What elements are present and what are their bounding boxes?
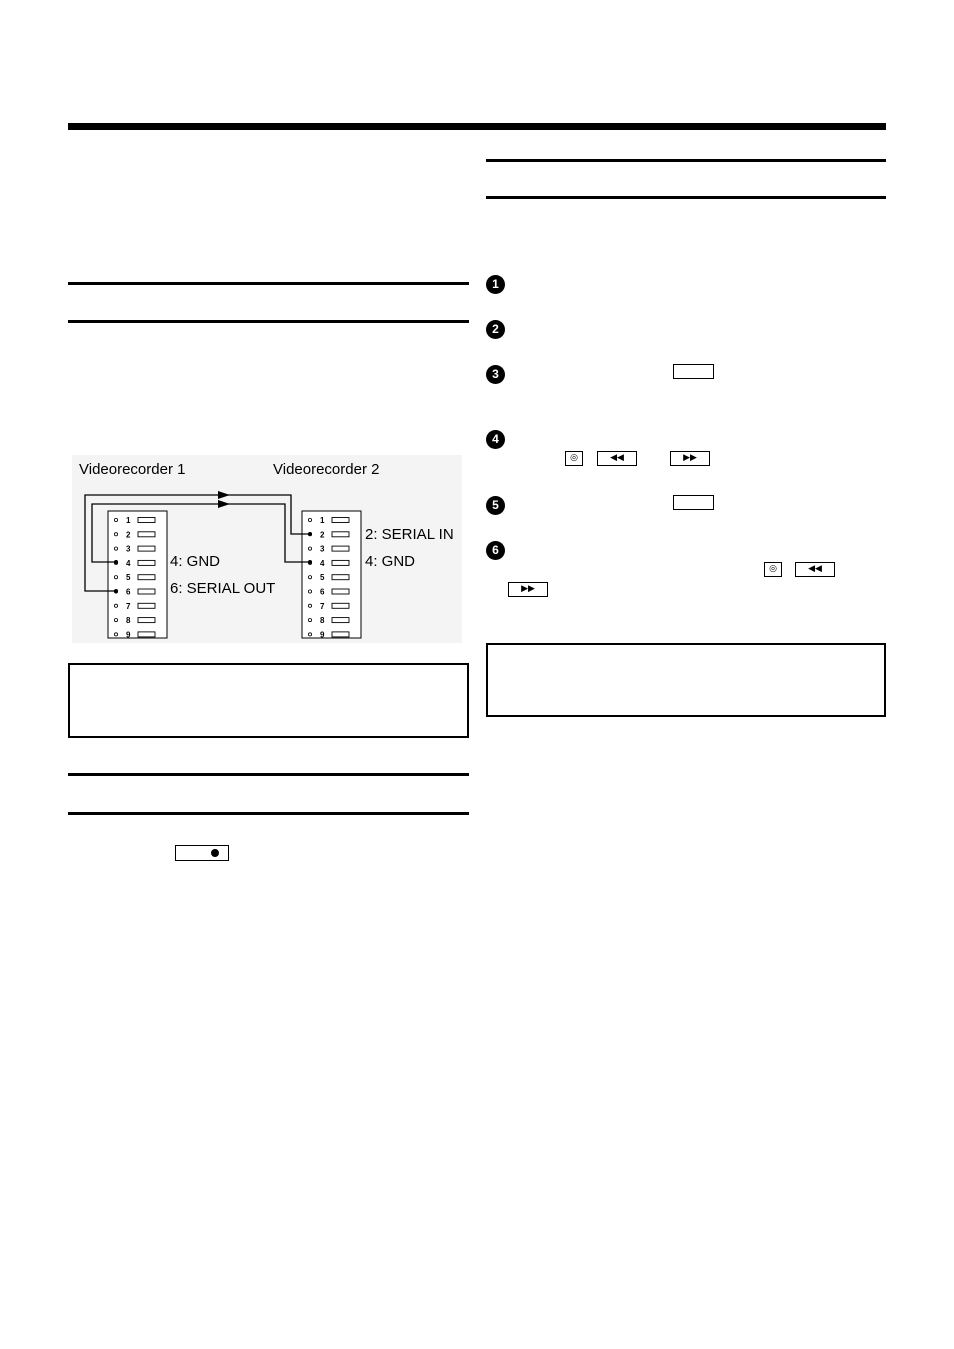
recorder2-pin-number: 9 (320, 630, 325, 640)
step-3-marker: 3 (486, 365, 505, 384)
forward-icon: ▶▶ (521, 584, 535, 594)
step4-forward-key (670, 451, 710, 466)
recorder2-pin-number: 7 (320, 601, 325, 611)
recorder2-pin-dot-9 (308, 633, 311, 636)
step5-blank-key (673, 495, 714, 510)
rewind-icon: ◀◀ (808, 564, 822, 574)
step-4-marker: 4 (486, 430, 505, 449)
record-dot-icon (211, 849, 219, 857)
step6-rewind-key (795, 562, 835, 577)
header-rule (68, 123, 886, 130)
step4-rewind-key (597, 451, 637, 466)
recorder2-pin-number: 2 (320, 530, 325, 540)
recorder1-pin-slot-6 (138, 589, 155, 594)
recorder2-pin-slot-8 (332, 618, 349, 623)
recorder1-pin-slot-3 (138, 546, 155, 551)
power-icon: ◎ (769, 564, 777, 574)
section-right-rule-top (486, 159, 886, 162)
recorder1-serial-out-label: 6: SERIAL OUT (170, 580, 276, 597)
recorder1-gnd-label: 4: GND (170, 553, 221, 570)
recorder2-pin-slot-6 (332, 589, 349, 594)
recorder1-pin-slot-4 (138, 560, 155, 565)
step6-forward-key (508, 582, 548, 597)
recorder2-pin-number: 1 (320, 516, 325, 525)
recorder1-pin-dot-2 (114, 533, 117, 536)
recorder2-pin-slot-1 (332, 518, 349, 523)
recorder1-pin-number: 9 (126, 630, 131, 640)
step3-blank-key (673, 364, 714, 379)
recorder1-pin-number: 3 (126, 544, 131, 554)
recorder1-pin-dot-3 (114, 547, 117, 550)
recorder1-pin-number: 8 (126, 616, 131, 626)
recorder2-pin-slot-9 (332, 632, 349, 637)
recorder2-pin-number: 5 (320, 573, 325, 583)
recorder2-pin-dot-3 (308, 547, 311, 550)
step-6-marker: 6 (486, 541, 505, 560)
power-icon: ◎ (570, 453, 578, 463)
recorder2-pin-number: 3 (320, 544, 325, 554)
recorder1-label: Videorecorder 1 (79, 461, 186, 478)
recorder2-pin-dot-8 (308, 619, 311, 622)
section2-rule-bottom (68, 812, 469, 815)
section1-rule-top (68, 282, 469, 285)
recorder2-label: Videorecorder 2 (273, 461, 380, 478)
step-1-marker: 1 (486, 275, 505, 294)
recorder1-pin-dot-8 (114, 619, 117, 622)
recorder1-pin-slot-9 (138, 632, 155, 637)
recorder1-pin-number: 4 (126, 558, 131, 568)
recorder1-pin-dot-9 (114, 633, 117, 636)
note-box-left (68, 663, 469, 738)
step-2-marker: 2 (486, 320, 505, 339)
recorder1-pin-dot-1 (114, 518, 117, 521)
step4-power-key (565, 451, 583, 466)
recorder2-pin-dot-1 (308, 518, 311, 521)
step6-power-key (764, 562, 782, 577)
recorder2-pin-dot-7 (308, 604, 311, 607)
recorder1-pin-number: 7 (126, 601, 131, 611)
recorder1-pin-slot-1 (138, 518, 155, 523)
recorder2-pin-number: 6 (320, 587, 325, 597)
recorder1-pin-slot-7 (138, 603, 155, 608)
recorder2-pin-number: 4 (320, 558, 325, 568)
step-5-marker: 5 (486, 496, 505, 515)
wiring-diagram-lines (72, 455, 462, 643)
recorder2-pin-dot-5 (308, 576, 311, 579)
rewind-icon: ◀◀ (610, 453, 624, 463)
recorder2-pin-slot-7 (332, 603, 349, 608)
recorder2-pin-slot-5 (332, 575, 349, 580)
recorder1-pin-slot-5 (138, 575, 155, 580)
recorder1-pin-number: 1 (126, 516, 131, 525)
recorder1-pin-number: 2 (126, 530, 131, 540)
recorder1-pin-number: 6 (126, 587, 131, 597)
recorder1-pin-number: 5 (126, 573, 131, 583)
section1-rule-bottom (68, 320, 469, 323)
recorder1-pin-slot-8 (138, 618, 155, 623)
record-button (175, 845, 229, 861)
recorder2-pin-number: 8 (320, 616, 325, 626)
recorder2-pin-slot-4 (332, 560, 349, 565)
forward-icon: ▶▶ (683, 453, 697, 463)
section-right-rule-bottom (486, 196, 886, 199)
note-box-right (486, 643, 886, 717)
recorder1-pin-dot-5 (114, 576, 117, 579)
recorder2-pin-slot-3 (332, 546, 349, 551)
recorder2-pin-dot-6 (308, 590, 311, 593)
recorder1-pin-slot-2 (138, 532, 155, 537)
recorder2-pin-slot-2 (332, 532, 349, 537)
recorder2-serial-in-label: 2: SERIAL IN (365, 526, 454, 543)
section2-rule-top (68, 773, 469, 776)
wiring-diagram (72, 455, 462, 643)
recorder1-pin-dot-7 (114, 604, 117, 607)
recorder2-gnd-label: 4: GND (365, 553, 416, 570)
